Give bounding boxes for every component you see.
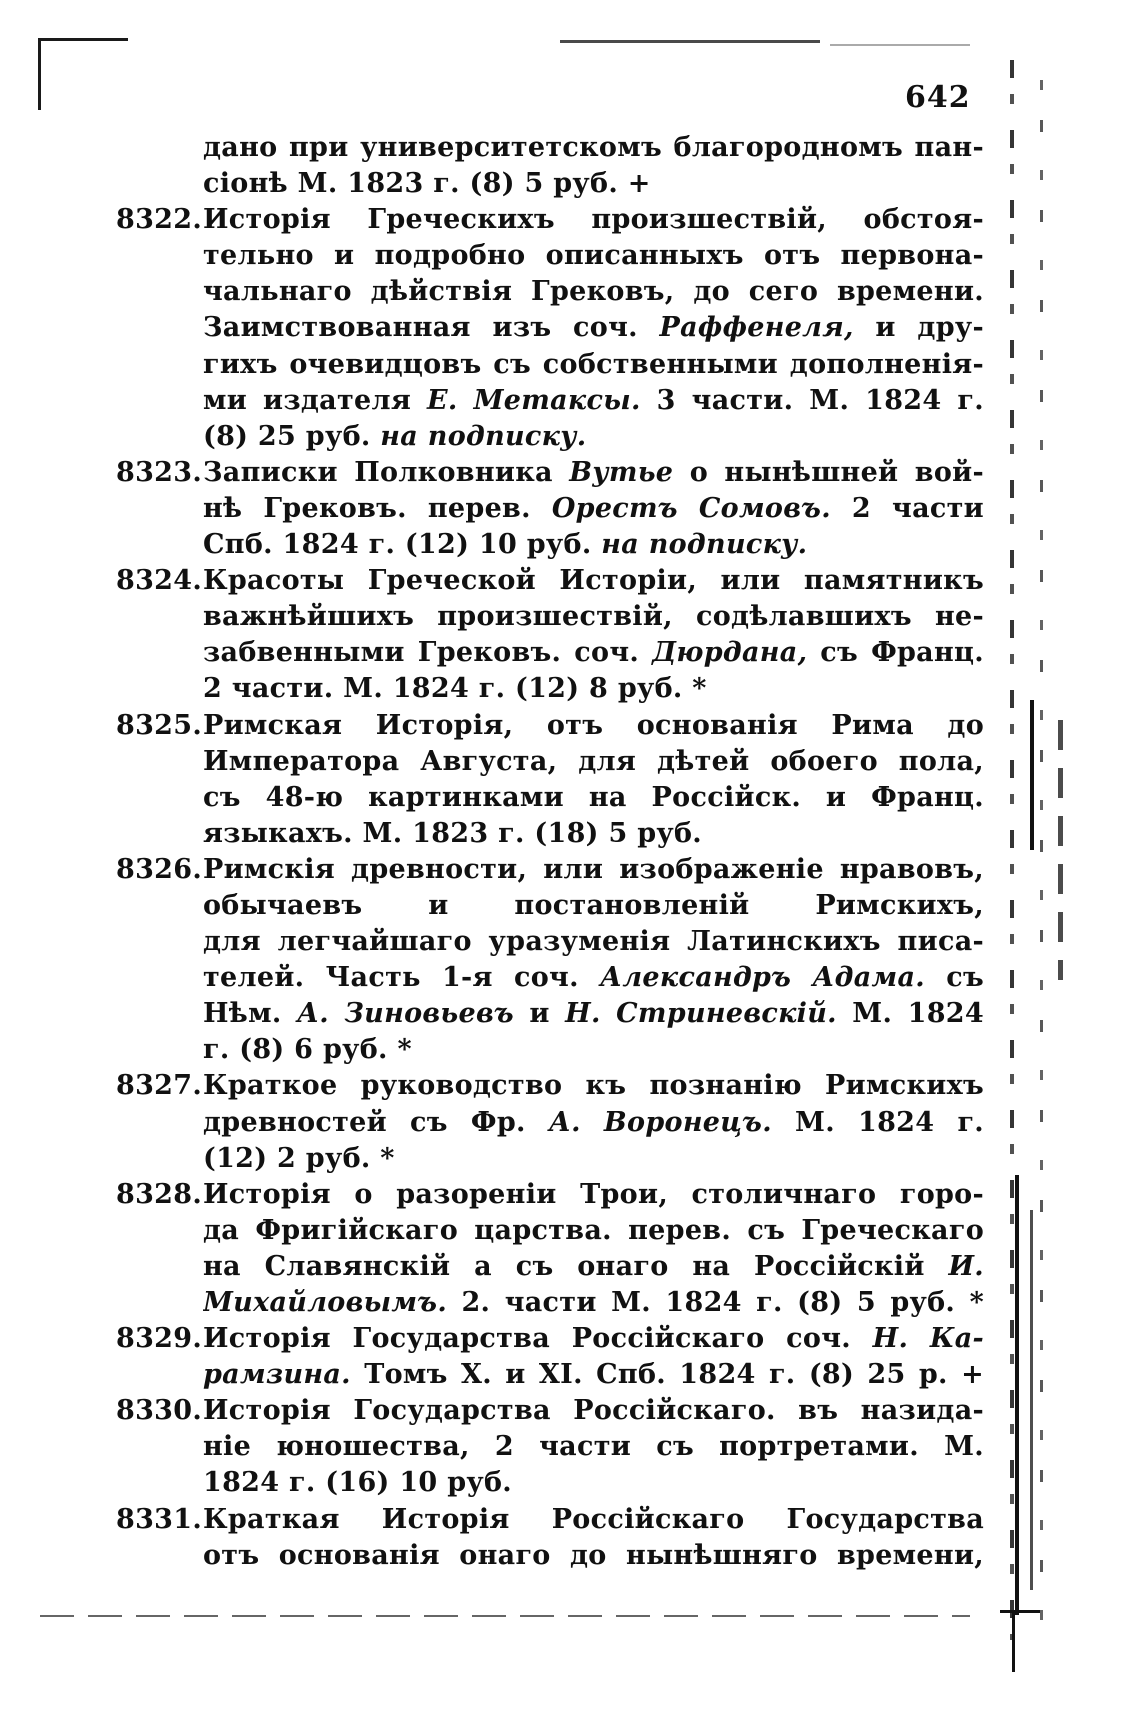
line-text	[203, 818, 702, 849]
text-run: Нѣм.	[203, 998, 297, 1030]
text-run: съ	[925, 962, 984, 994]
text-run: забвенными Грековъ. соч.	[203, 637, 653, 669]
line-text	[203, 1177, 984, 1213]
catalog-text-line	[116, 1357, 984, 1393]
catalog-entry-line	[116, 1321, 984, 1357]
text-run: Римская Исторія, отъ основанія Рима до	[203, 709, 984, 741]
italic-name: Александръ Адама.	[600, 962, 925, 994]
entry-number: 8328.	[116, 1178, 203, 1210]
catalog-entry-line	[116, 852, 984, 888]
margin-bracket-lower	[1015, 1175, 1019, 1615]
text-run: дано при университетскомъ благородномъ пан-	[203, 132, 984, 163]
text-run: 2 части	[830, 492, 984, 524]
catalog-entry-line	[116, 563, 984, 599]
text-run: на Славянскій а съ онаго на Россійскій	[203, 1250, 949, 1282]
text-run: гихъ очевидцовъ съ собственными дополненія-	[203, 348, 984, 380]
catalog-text-line	[116, 274, 984, 310]
text-run: важнѣйшихъ произшествій, содѣлавшихъ не-	[203, 601, 984, 633]
line-text	[203, 599, 984, 635]
italic-name: А. Зиновьевъ	[296, 998, 514, 1030]
text-run: Заимствованная изъ соч.	[203, 312, 660, 344]
line-text	[203, 708, 984, 744]
text-run: Исторія Греческихъ произшествій, обстоя-	[203, 204, 984, 236]
catalog-text-line	[116, 1141, 984, 1177]
text-run: ніе юношества, 2 части съ портретами. М.	[203, 1431, 984, 1463]
text-run: 2. части М. 1824 г. (8) 5 руб. *	[447, 1287, 984, 1318]
text-run: Спб. 1824 г. (12) 10 руб.	[203, 529, 602, 561]
line-text	[203, 1105, 984, 1141]
scan-bottom-rule	[40, 1615, 970, 1617]
text-run: ми издателя	[203, 384, 428, 416]
line-text	[203, 491, 984, 527]
catalog-text-line	[116, 1105, 984, 1141]
text-run: съ Франц.	[807, 637, 984, 669]
line-text	[203, 202, 984, 238]
entry-number: 8323.	[116, 456, 203, 488]
text-run: (12) 2 руб. *	[203, 1142, 395, 1174]
scan-bottom-corner-vertical	[1012, 1612, 1015, 1672]
text-run: для легчайшаго уразуменія Латинскихъ писа-	[203, 926, 984, 958]
catalog-entry-line	[116, 202, 984, 238]
text-run: (8) 25 руб.	[203, 420, 381, 452]
text-run: М. 1824	[836, 998, 984, 1030]
text-run: тельно и подробно описанныхъ отъ первона-	[203, 240, 984, 272]
text-run: древностей съ Фр.	[203, 1106, 549, 1138]
catalog-text-line	[116, 527, 984, 563]
line-text	[203, 455, 984, 491]
text-run: Исторія о разореніи Трои, столичнаго горо-	[203, 1178, 984, 1210]
text-run: языкахъ. М. 1823 г. (18) 5 руб.	[203, 817, 703, 849]
italic-name: Вутье	[569, 456, 674, 488]
text-run: Краткое руководство къ познанію Римскихъ	[203, 1070, 984, 1102]
text-run: нѣ Грековъ. перев.	[203, 492, 552, 524]
line-text	[203, 1034, 412, 1065]
line-text	[203, 1143, 395, 1174]
margin-bracket-lower-inner	[1030, 1210, 1033, 1590]
italic-name: Михайловымъ.	[203, 1287, 448, 1318]
catalog-text-line	[116, 1429, 984, 1465]
line-text	[203, 1429, 984, 1465]
line-text	[203, 421, 586, 452]
catalog-text-line	[116, 419, 984, 455]
catalog-text-line	[116, 744, 984, 780]
catalog-text-line	[116, 1032, 984, 1068]
text-run: о нынѣшней вой-	[673, 456, 984, 488]
line-text	[203, 1357, 984, 1393]
scan-frame-left-horizontal	[38, 38, 128, 41]
text-run: Записки Полковника	[203, 456, 570, 488]
margin-bracket-upper	[1030, 700, 1034, 850]
line-text	[203, 1538, 984, 1574]
catalog-text-line	[116, 347, 984, 383]
italic-name: Раффенеля,	[659, 312, 854, 344]
line-text	[203, 529, 807, 560]
text-run: Римскія древности, или изображеніе нравовъ,	[203, 853, 984, 885]
catalog-text-line	[116, 491, 984, 527]
catalog-entry-line	[116, 1393, 984, 1429]
scan-frame-top-faint	[830, 44, 970, 46]
italic-name: Н. Ка-	[872, 1323, 984, 1355]
text-run: и	[513, 998, 566, 1030]
text-run: Исторія Государства Россійскаго соч.	[203, 1323, 873, 1355]
italic-name: на подписку.	[601, 529, 808, 561]
entry-number: 8329.	[116, 1323, 203, 1355]
catalog-text-line	[116, 1538, 984, 1574]
catalog-text	[116, 130, 984, 1574]
line-text	[203, 852, 984, 888]
catalog-entry-line	[116, 1177, 984, 1213]
catalog-text-line	[116, 924, 984, 960]
text-run: Томъ X. и XI. Спб. 1824 г. (8) 25 р. +	[350, 1359, 984, 1391]
text-run: отъ основанія онаго до нынѣшняго времени,	[203, 1539, 984, 1571]
catalog-text-line	[116, 996, 984, 1032]
line-text	[203, 635, 984, 671]
catalog-text-line	[116, 816, 984, 852]
entry-number: 8330.	[116, 1395, 203, 1427]
line-text	[203, 238, 984, 274]
text-run: Красоты Греческой Исторіи, или памятникъ	[203, 565, 984, 597]
scan-frame-top	[560, 40, 820, 43]
italic-name: Е. Метаксы.	[427, 384, 641, 416]
catalog-text-line	[116, 130, 984, 166]
catalog-entry-line	[116, 455, 984, 491]
text-run: М. 1824 г.	[771, 1106, 984, 1138]
text-run: Императора Августа, для дѣтей обоего пола,	[203, 745, 984, 777]
line-text	[203, 310, 984, 346]
text-run: обычаевъ и постановленій Римскихъ,	[203, 889, 984, 921]
line-text	[203, 1467, 512, 1498]
text-run: 2 части. М. 1824 г. (12) 8 руб. *	[203, 673, 707, 705]
text-run: чальнаго дѣйствія Грековъ, до сего времени.	[203, 276, 984, 308]
entry-number: 8322.	[116, 204, 203, 236]
line-text	[203, 563, 984, 599]
italic-name: Орестъ Сомовъ.	[551, 492, 831, 524]
catalog-text-line	[116, 599, 984, 635]
line-text	[203, 1249, 984, 1285]
text-run: 3 части. М. 1824 г.	[640, 384, 984, 416]
catalog-text-line	[116, 1285, 984, 1321]
catalog-text-line	[116, 780, 984, 816]
line-text	[203, 780, 984, 816]
text-run: сіонѣ М. 1823 г. (8) 5 руб. +	[203, 168, 651, 200]
italic-name: на подписку.	[380, 420, 587, 452]
line-text	[203, 673, 707, 704]
catalog-entry-line	[116, 1068, 984, 1104]
line-text	[203, 1068, 984, 1104]
italic-name: А. Воронецъ.	[548, 1106, 772, 1138]
italic-name: И.	[948, 1250, 984, 1282]
italic-name: Н. Стриневскій.	[565, 998, 837, 1030]
scan-edge-right	[1010, 60, 1014, 1640]
scan-frame-left-vertical	[38, 38, 41, 110]
line-text	[203, 130, 984, 166]
catalog-text-line	[116, 960, 984, 996]
catalog-text-line	[116, 238, 984, 274]
text-run: 1824 г. (16) 10 руб.	[203, 1467, 512, 1499]
text-run: Краткая Исторія Россійскаго Государства	[203, 1503, 984, 1535]
line-text	[203, 744, 984, 780]
line-text	[203, 960, 984, 996]
line-text	[203, 383, 984, 419]
entry-number: 8325.	[116, 709, 203, 741]
line-text	[203, 888, 984, 924]
catalog-text-line	[116, 310, 984, 346]
catalog-entry-line	[116, 708, 984, 744]
line-text	[203, 274, 984, 310]
page-number: 642	[905, 80, 971, 115]
line-text	[203, 1213, 984, 1249]
catalog-text-line	[116, 383, 984, 419]
catalog-text-line	[116, 888, 984, 924]
line-text	[203, 347, 984, 383]
catalog-text-line	[116, 1249, 984, 1285]
scan-edge-right-outer	[1040, 80, 1043, 1640]
catalog-entry-line	[116, 1502, 984, 1538]
text-run: и дру-	[853, 312, 984, 344]
text-run: телей. Часть 1-я соч.	[203, 962, 601, 994]
line-text	[203, 1502, 984, 1538]
entry-number: 8327.	[116, 1070, 203, 1102]
text-run: съ 48-ю картинками на Россійск. и Франц.	[203, 781, 984, 813]
italic-name: Дюрдана,	[652, 637, 808, 669]
text-run: г. (8) 6 руб. *	[203, 1034, 412, 1066]
catalog-text-line	[116, 671, 984, 707]
italic-name: рамзина.	[203, 1359, 351, 1391]
catalog-text-line	[116, 1465, 984, 1501]
catalog-text-line	[116, 1213, 984, 1249]
catalog-text-line	[116, 166, 984, 202]
text-run: да Фригійскаго царства. перев. съ Греческаго	[203, 1214, 984, 1246]
line-text	[203, 1285, 984, 1321]
scan-edge-right-marks	[1058, 720, 1063, 980]
entry-number: 8331.	[116, 1503, 203, 1535]
entry-number: 8324.	[116, 565, 203, 597]
line-text	[203, 996, 984, 1032]
entry-number: 8326.	[116, 853, 203, 885]
catalog-text-line	[116, 635, 984, 671]
line-text	[203, 924, 984, 960]
text-run: Исторія Государства Россійскаго. въ назида-	[203, 1395, 984, 1427]
line-text	[203, 168, 651, 199]
line-text	[203, 1321, 984, 1357]
line-text	[203, 1393, 984, 1429]
scan-bottom-corner	[1000, 1610, 1040, 1613]
